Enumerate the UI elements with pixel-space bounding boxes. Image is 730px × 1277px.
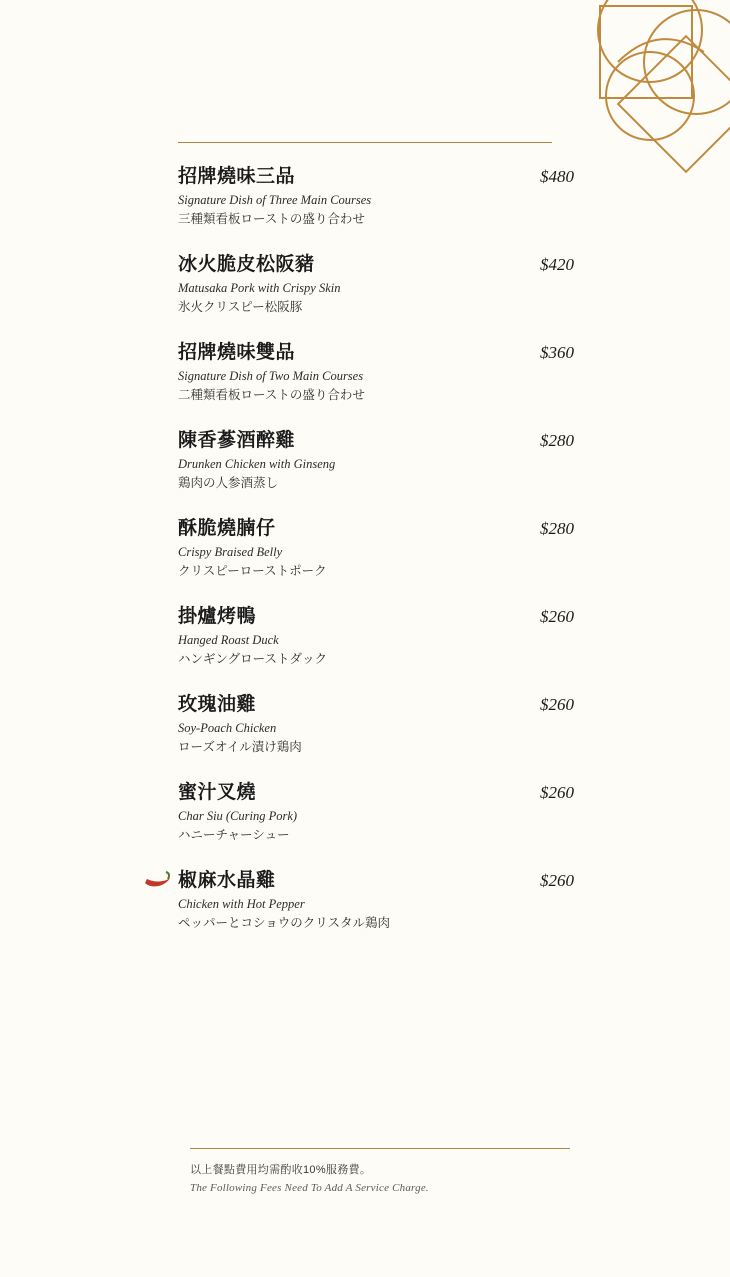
menu-item-name-en: Signature Dish of Two Main Courses (178, 368, 364, 383)
menu-item-name-jp: ペッパーとコショウのクリスタル鶏肉 (178, 916, 391, 930)
menu-item-price: $260 (540, 783, 574, 802)
menu-item (178, 605, 574, 669)
menu-item-name-en: Char Siu (Curing Pork) (178, 808, 298, 823)
menu-item-name-jp: 氷火クリスピー松阪豚 (178, 300, 303, 314)
menu-item-price: $420 (540, 255, 574, 274)
menu-item-name-en: Drunken Chicken with Ginseng (178, 456, 336, 471)
menu-item-name-zh: 陳香蔘酒醉雞 (178, 430, 296, 451)
service-charge-note-zh: 以上餐點費用均需酌收10%服務費。 (190, 1164, 372, 1176)
menu-item (178, 869, 574, 933)
menu-item-price: $480 (540, 167, 574, 186)
menu-item-name-en: Matusaka Pork with Crispy Skin (178, 280, 341, 295)
menu-item-price: $360 (540, 343, 574, 362)
menu-item-name-zh: 招牌燒味雙品 (178, 342, 296, 363)
menu-item (178, 693, 574, 757)
menu-item-price: $260 (540, 695, 574, 714)
menu-item-name-zh: 蜜汁叉燒 (178, 782, 257, 803)
service-charge-note-en: The Following Fees Need To Add A Service Charge. (190, 1182, 429, 1194)
menu-item-list (178, 165, 574, 933)
menu-item-name-zh: 玫瑰油雞 (178, 694, 257, 715)
menu-item (178, 429, 574, 493)
menu-item-price: $260 (540, 607, 574, 626)
menu-item-name-en: Crispy Braised Belly (178, 544, 283, 559)
menu-item (178, 517, 574, 581)
menu-item-name-en: Signature Dish of Three Main Courses (178, 192, 372, 207)
menu-item-name-zh: 酥脆燒腩仔 (178, 518, 276, 539)
menu-item-price: $260 (540, 871, 574, 890)
menu-item (178, 781, 574, 845)
menu-item-name-zh: 掛爐烤鴨 (178, 606, 257, 627)
menu-item-name-jp: 二種類看板ローストの盛り合わせ (178, 388, 365, 402)
menu-item-name-jp: ハンギングローストダック (178, 652, 328, 666)
menu-container (178, 0, 574, 957)
menu-item-name-jp: 鶏肉の人参酒蒸し (178, 476, 279, 490)
menu-item-name-en: Hanged Roast Duck (178, 632, 279, 647)
menu-item-name-en: Soy-Poach Chicken (178, 720, 277, 735)
menu-item-name-zh: 冰火脆皮松阪豬 (178, 254, 315, 275)
menu-item-name-en: Chicken with Hot Pepper (178, 896, 305, 911)
menu-item-price: $280 (540, 519, 574, 538)
menu-item-price: $280 (540, 431, 574, 450)
menu-item-name-zh: 椒麻水晶雞 (178, 870, 276, 891)
menu-item (178, 165, 574, 229)
footer (190, 1148, 570, 1194)
chili-pepper-icon (143, 871, 173, 889)
menu-item-name-jp: 三種類看板ローストの盛り合わせ (178, 212, 365, 226)
menu-item (178, 253, 574, 317)
menu-item (178, 341, 574, 405)
menu-item-name-jp: ハニーチャーシュー (178, 828, 290, 842)
menu-item-name-jp: クリスピーローストポーク (178, 564, 327, 578)
footer-divider (190, 1148, 570, 1149)
menu-item-name-jp: ローズオイル漬け鶏肉 (178, 740, 302, 754)
menu-item-name-zh: 招牌燒味三品 (178, 166, 296, 187)
top-divider (178, 142, 552, 143)
